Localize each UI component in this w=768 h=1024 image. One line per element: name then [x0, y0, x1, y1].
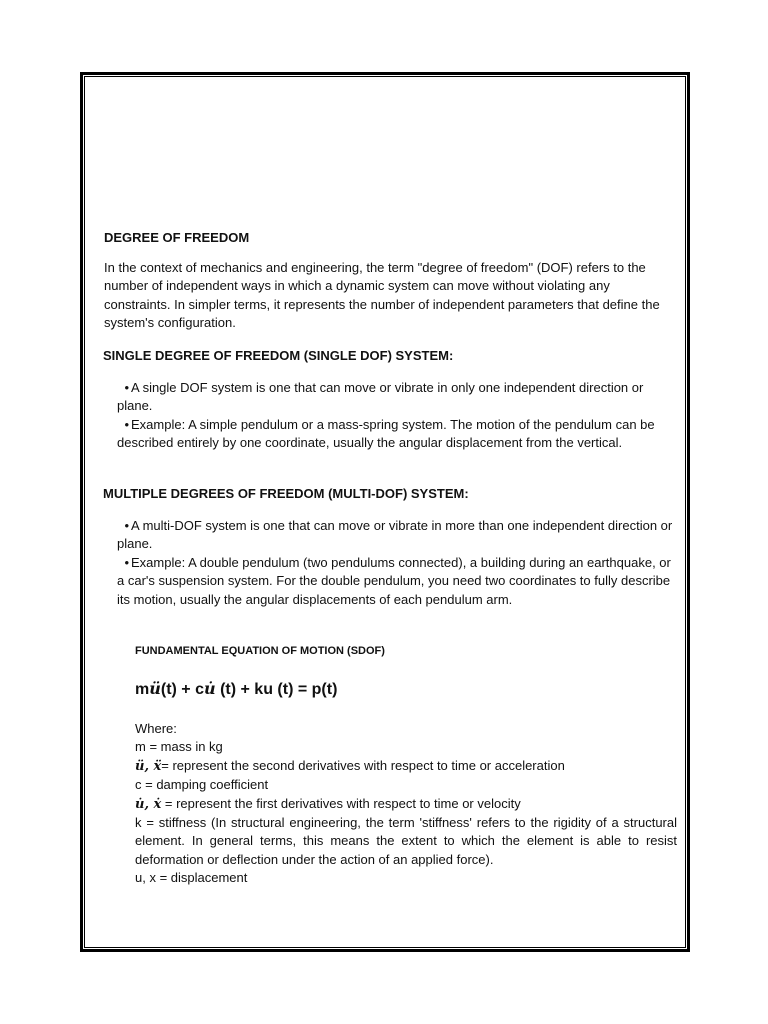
single-dof-heading: SINGLE DEGREE OF FREEDOM (SINGLE DOF) SYSTEM:: [103, 348, 454, 363]
document-title: DEGREE OF FREEDOM: [104, 230, 250, 245]
def-stiffness: k = stiffness (In structural engineering, the term 'stiffness' refers to the rigidity of a structural element. In general terms, this means the extent to which the element is able to resist deformation or deflection under the action of an applied force).: [135, 815, 677, 867]
bullet-icon: •: [124, 518, 129, 533]
def-first-derivative: u̇, ẋ = represent the first derivatives with respect to time or velocity: [135, 795, 521, 812]
definitions: [135, 720, 677, 888]
def-mass: m = mass in kg: [135, 739, 223, 755]
def-second-derivative: ü, ẍ= represent the second derivatives with respect to time or acceleration: [135, 757, 565, 774]
def-displacement: u, x = displacement: [135, 870, 248, 886]
list-item: • A multi-DOF system is one that can move or vibrate in more than one independent direction or plane.: [117, 518, 673, 552]
list-item: • A single DOF system is one that can move or vibrate in only one independent direction or plane.: [117, 380, 644, 414]
list-item: • Example: A double pendulum (two pendulums connected), a building during an earthquake, or a car's suspension system. For the double pendulum, you need two coordinates to fully describe its motion, usually the angular displacements of each pendulum arm.: [117, 554, 671, 607]
where-label: Where:: [135, 721, 177, 736]
equation-of-motion: mü(t) + cu̇ (t) + ku (t) = p(t): [135, 679, 338, 698]
multi-dof-heading: MULTIPLE DEGREES OF FREEDOM (MULTI-DOF) SYSTEM:: [103, 486, 469, 501]
bullet-icon: •: [124, 380, 129, 395]
def-damping: c = damping coefficient: [135, 777, 269, 793]
intro-paragraph: In the context of mechanics and engineering, the term "degree of freedom" (DOF) refers to the number of independent ways in which a dynamic system can move without violating any constraints. In simpler terms, it represents the number of independent parameters that define the system's configuration.: [104, 260, 660, 331]
multi-dof-list: [117, 517, 677, 609]
equation-heading: FUNDAMENTAL EQUATION OF MOTION (SDOF): [135, 645, 385, 657]
bullet-icon: •: [124, 554, 129, 570]
list-item: • Example: A simple pendulum or a mass-spring system. The motion of the pendulum can be described entirely by one coordinate, usually the angular displacement from the vertical.: [117, 416, 655, 451]
bullet-icon: •: [124, 416, 129, 432]
single-dof-list: [117, 379, 677, 453]
